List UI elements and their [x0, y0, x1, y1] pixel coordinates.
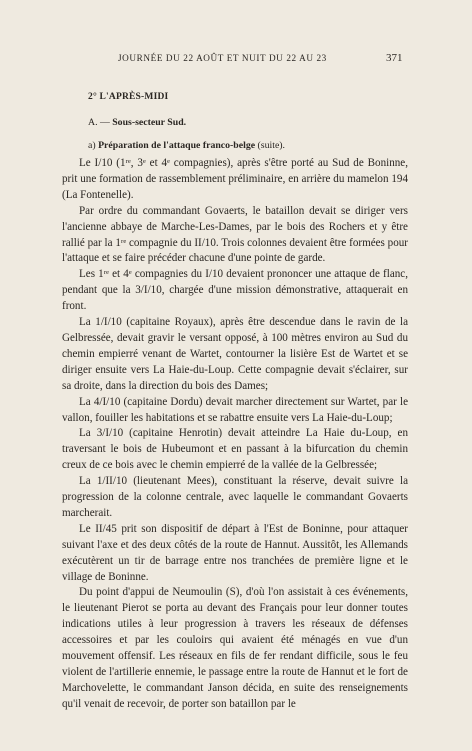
paragraph: La 4/I/10 (capitaine Dordu) devait marcher directement sur Wartet, par le vallon, fouiller les habitations et se rabattre ensuite vers La Haie-du-Loup;	[62, 395, 408, 424]
subsection-title: Sous-secteur Sud.	[112, 117, 187, 128]
paragraph: Les 1ʳᵉ et 4ᵉ compagnies du I/10 devaient prononcer une attaque de flanc, pendant que la 3/I/10, chargée d'une mission démonstrative, attaquerait en front.	[62, 268, 408, 313]
subsubsection-prefix: a)	[88, 140, 96, 151]
subsection-prefix: A. —	[88, 117, 110, 128]
page-number: 371	[386, 52, 403, 64]
paragraph: La 1/II/10 (lieutenant Mees), constituant la réserve, devait suivre la progression de la colonne centrale, avec laquelle le commandant Govaerts marcherait.	[62, 475, 408, 519]
paragraph: La 1/I/10 (capitaine Royaux), après être descendue dans le ravin de la Gelbressée, devait gravir le versant opposé, à 100 mètres environ au Sud du chemin empierré venant de Wartet, contourner la lisière Est de Wartet et se diriger ensuite vers La Haie-du-Loup. Cette compagnie devait s'éclairer, sur sa droite, dans la direction du bois des Dames;	[62, 316, 408, 392]
subsubsection-heading	[88, 140, 285, 151]
paragraph: Du point d'appui de Neumoulin (S), d'où l'on assistait à ces événements, le lieutenant Pierot se porta au devant des Français pour leur donner toutes indications utiles à leur progression à travers les réseaux de défenses accessoires et par les couloirs qui avaient été ménagés en vue d'un mouvement offensif. Les réseaux en fils de fer rendant difficile, sous le feu violent de l'artillerie ennemie, le passage entre la route de Hannut et le fort de Marchovelette, le commandant Janson décida, en suite des renseignements qu'il venait de recevoir, de porter son bataillon par le	[62, 586, 408, 710]
subsubsection-title: Préparation de l'attaque franco-belge	[98, 140, 256, 151]
subsection-heading	[88, 117, 186, 128]
paragraph: Le II/45 prit son dispositif de départ à l'Est de Boninne, pour attaquer suivant l'axe et des deux côtés de la route de Hannut. Aussitôt, les Allemands exécutèrent un tir de barrage entre nos tranchées de première ligne et le village de Boninne.	[62, 522, 408, 583]
paragraph: Le I/10 (1ʳᵉ, 3ᵉ et 4ᵉ compagnies), après s'être porté au Sud de Boninne, prit une formation de rassemblement préliminaire, en arrière du mamelon 194 (La Fontenelle).	[62, 157, 408, 201]
body-text	[62, 156, 408, 713]
section-heading: 2° L'APRÈS-MIDI	[88, 92, 169, 102]
subsubsection-suffix: (suite).	[257, 140, 286, 151]
paragraph: La 3/I/10 (capitaine Henrotin) devait atteindre La Haie du-Loup, en traversant le bois de Hubeumont et en passant à la bifurcation du chemin creux de ce bois avec le chemin empierré de la vallée de la Gelbressée;	[62, 427, 408, 472]
running-header: JOURNÉE DU 22 AOÛT ET NUIT DU 22 AU 23	[118, 53, 327, 63]
paragraph: Par ordre du commandant Govaerts, le bataillon devait se diriger vers l'ancienne abbaye de Marche-Les-Dames, par le bois des Rochers et y être rallié par la 1ʳᵉ compagnie du II/10. Trois colonnes devaient être formées pour l'attaque et se faire précéder chacune d'une pointe de garde.	[62, 204, 408, 265]
